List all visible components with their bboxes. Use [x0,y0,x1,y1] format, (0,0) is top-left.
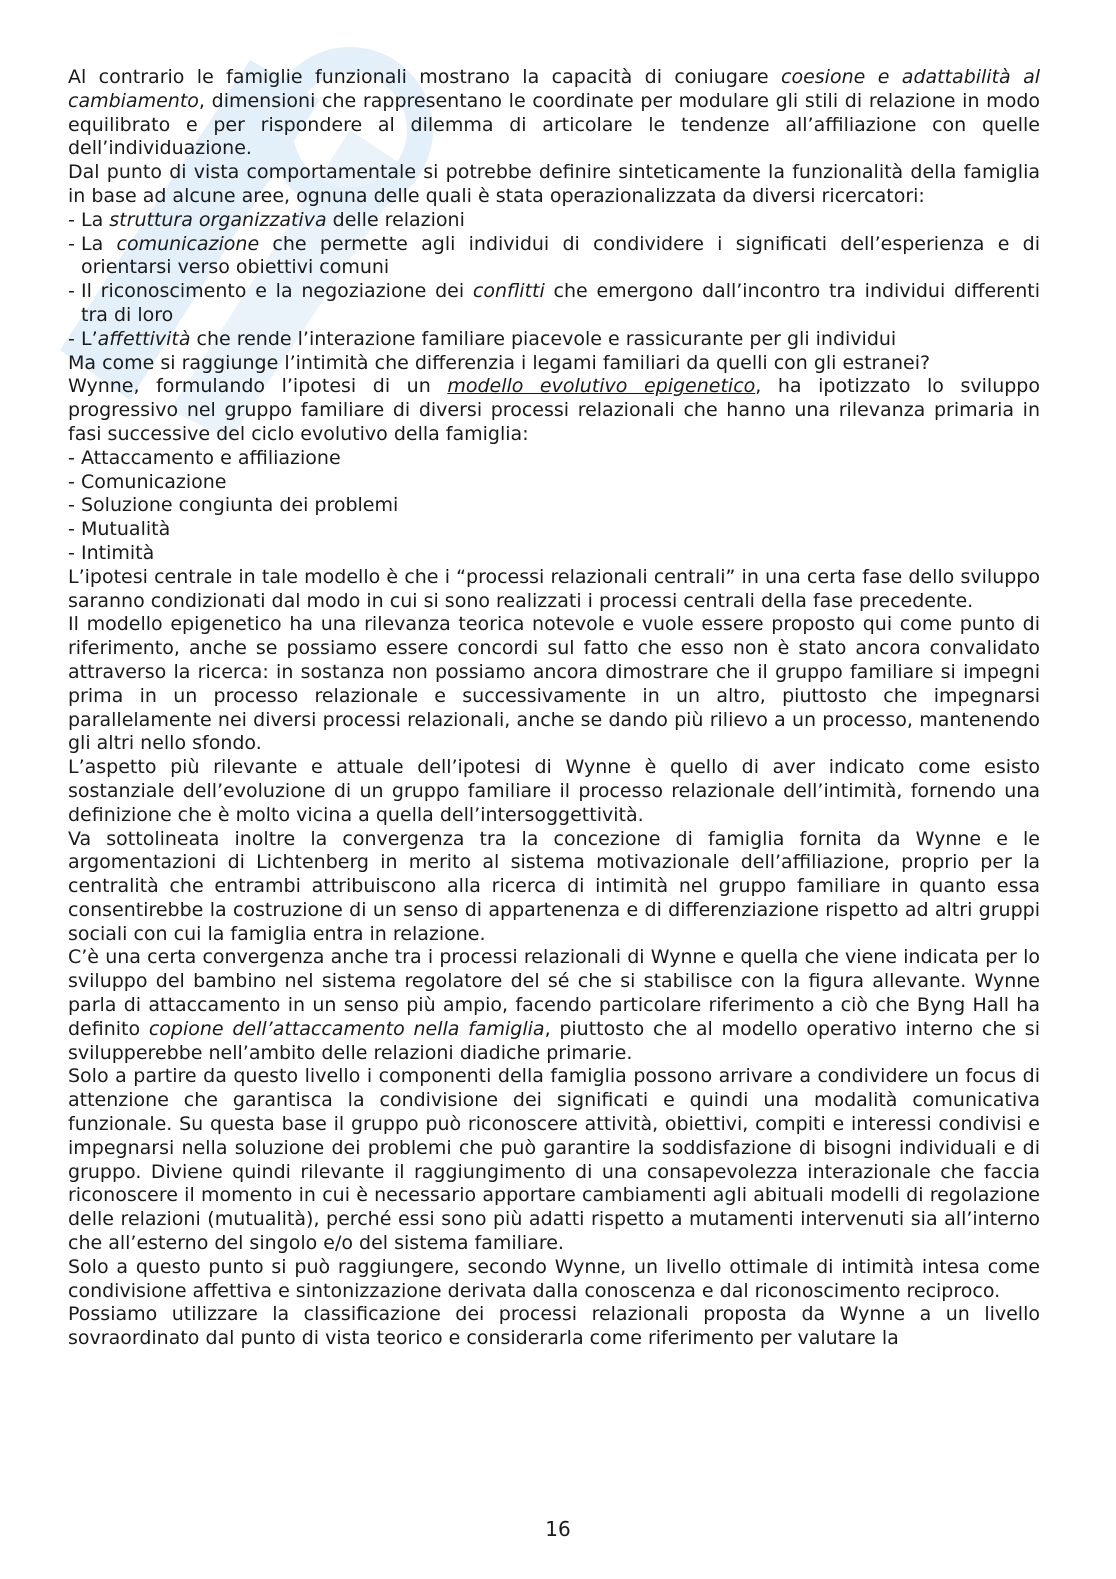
list-item: - L’affettività che rende l’interazione familiare piacevole e rassicurante per gli individui [68,327,897,350]
list-item: - Il riconoscimento e la negoziazione dei conflitti che emergono dall’incontro tra individui differenti tra di loro [68,280,1040,326]
paragraph: Solo a questo punto si può raggiungere, secondo Wynne, un livello ottimale di intimità intesa come condivisione affettiva e sintonizzazione derivata dalla conoscenza e dal riconoscimento reciproco. [68,1255,1040,1302]
paragraph: Va sottolineata inoltre la convergenza tra la concezione di famiglia fornita da Wynne e le argomentazioni di Lichtenberg in merito al sistema motivazionale dell’affiliazione, proprio per la centralità che entrambi attribuiscono alla ricerca di intimità nel gruppo familiare in quanto essa consentirebbe la costruzione di un senso di appartenenza e di differenziazione rispetto ad altri gruppi sociali con cui la famiglia entra in relazione. [68,827,1040,945]
paragraph: Wynne, formulando l’ipotesi di un modello evolutivo epigenetico, ha ipotizzato lo sviluppo progressivo nel gruppo familiare di diversi processi relazionali che hanno una rilevanza primaria in fasi successive del ciclo evolutivo della famiglia: [68,375,1040,445]
list-item: - Intimità [68,541,155,564]
paragraph: Il modello epigenetico ha una rilevanza teorica notevole e vuole essere proposto qui come punto di riferimento, anche se possiamo essere concordi sul fatto che esso non è stato ancora convalidato attraverso la ricerca: in sostanza non possiamo ancora dimostrare che il gruppo familiare si impegni prima in un processo relazionale e successivamente in un altro, piuttosto che impegnarsi parallelamente nei diversi processi relazionali, anche se dando più rilievo a un processo, mantenendo gli altri nello sfondo. [68,613,1040,755]
page-number: 16 [545,1517,571,1541]
list-item: - Soluzione congiunta dei problemi [68,494,399,517]
list-item: - Attaccamento e affiliazione [68,446,341,469]
paragraph: Dal punto di vista comportamentale si potrebbe definire sinteticamente la funzionalità della famiglia in base ad alcune aree, ognuna delle quali è stata operazionalizzata da diversi ricercatori: [68,161,1040,207]
paragraph: Ma come si raggiunge l’intimità che differenzia i legami familiari da quelli con gli estranei? [68,351,931,374]
list-item: - La comunicazione che permette agli individui di condividere i significati dell’esperienza e di orientarsi verso obiettivi comuni [68,232,1040,279]
functionality-areas-list [68,209,1040,352]
paragraph: Possiamo utilizzare la classificazione dei processi relazionali proposta da Wynne a un livello sovraordinato dal punto di vista teorico e considerarla come riferimento per valutare la [68,1303,1040,1350]
paragraph: Solo a partire da questo livello i componenti della famiglia possono arrivare a condividere un focus di attenzione che garantisca la condivisione dei significati e quindi una modalità comunicativa funzionale. Su questa base il gruppo può riconoscere attività, obiettivi, compiti e interessi condivisi e impegnarsi nella soluzione dei problemi che può garantire la soddisfazione di bisogni individuali e di gruppo. Diviene quindi rilevante il raggiungimento di una consapevolezza interazionale che faccia riconoscere il momento in cui è necessario apportare cambiamenti agli abituali modelli di regolazione delle relazioni (mutualità), perché essi sono più adatti rispetto a mutamenti intervenuti sia all’interno che all’esterno del singolo e/o del sistema familiare. [68,1065,1040,1255]
list-item: - Mutualità [68,518,171,541]
paragraph: Al contrario le famiglie funzionali mostrano la capacità di coniugare coesione e adattabilità al cambiamento, dimensioni che rappresentano le coordinate per modulare gli stili di relazione in modo equilibrato e per rispondere al dilemma di articolare le tendenze all’affiliazione con quelle dell’individuazione. [68,66,1041,160]
paragraph: L’ipotesi centrale in tale modello è che i “processi relazionali centrali” in una certa fase dello sviluppo saranno condizionati dal modo in cui si sono realizzati i processi centrali della fase precedente. [68,565,1040,612]
relational-processes-list [68,447,1040,566]
list-item: - Comunicazione [68,470,227,493]
list-item: - La struttura organizzativa delle relazioni [68,208,465,231]
paragraph: L’aspetto più rilevante e attuale dell’ipotesi di Wynne è quello di aver indicato come esisto sostanziale dell’evoluzione di un gruppo familiare il processo relazionale dell’intimità, fornendo una definizione che è molto vicina a quella dell’intersoggettività. [68,756,1040,826]
document-body [68,66,1040,1351]
paragraph: C’è una certa convergenza anche tra i processi relazionali di Wynne e quella che viene indicata per lo sviluppo del bambino nel sistema regolatore del sé che si stabilisce con la figura allevante. Wynne parla di attaccamento in un senso più ampio, facendo particolare riferimento a ciò che Byng Hall ha definito copione dell’attaccamento nella famiglia, piuttosto che al modello operativo interno che si svilupperebbe nell’ambito delle relazioni diadiche primarie. [68,946,1040,1064]
